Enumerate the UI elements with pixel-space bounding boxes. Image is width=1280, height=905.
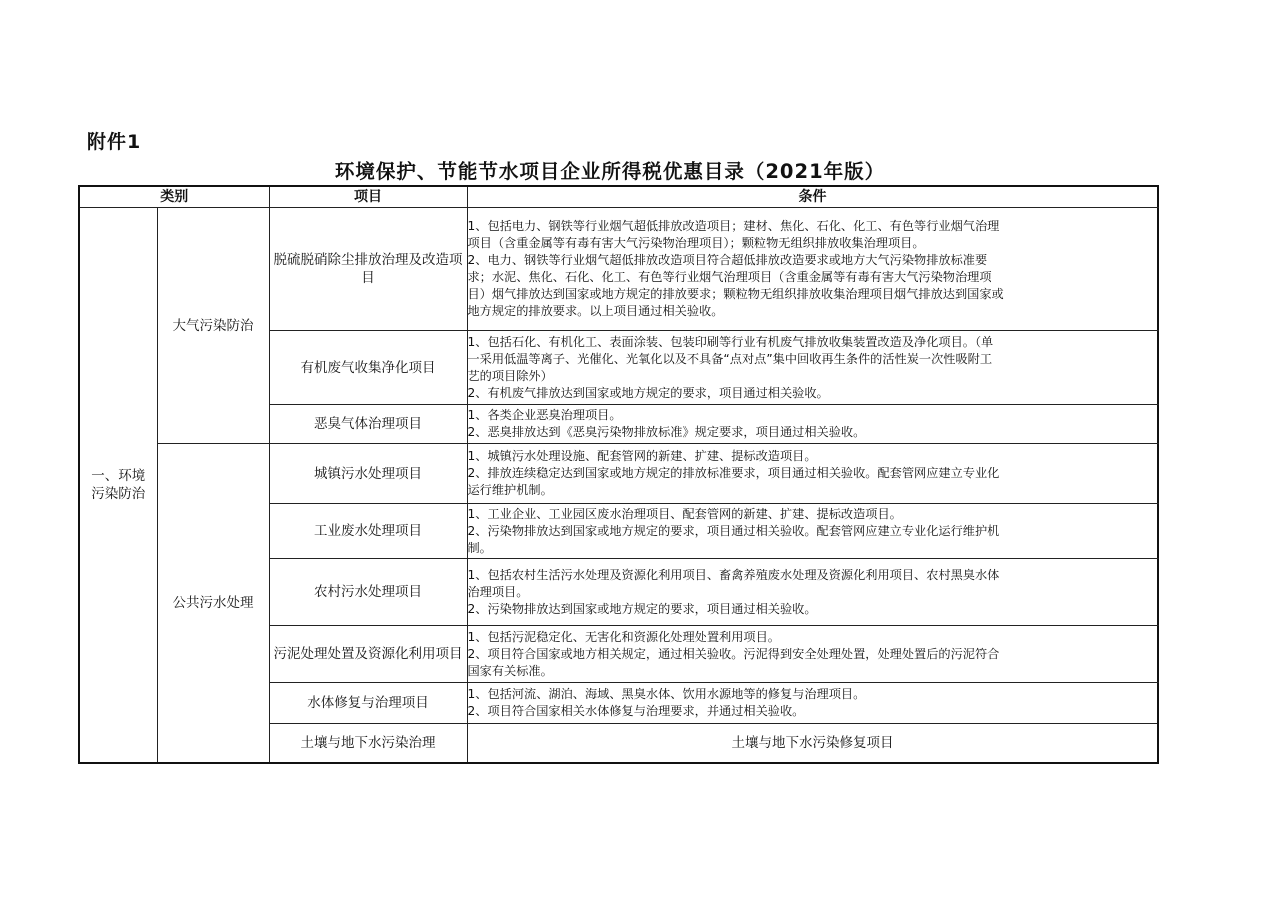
item-name: 污泥处理处置及资源化利用项目 (269, 626, 467, 683)
condition-cell (467, 626, 1158, 683)
condition-cell (467, 504, 1158, 559)
item-name: 恶臭气体治理项目 (269, 405, 467, 444)
header-row (79, 186, 1158, 208)
condition-line: 艺的项目除外） (467, 368, 553, 383)
condition-line: 2、排放连续稳定达到国家或地方规定的排放标准要求，项目通过相关验收。配套管网应建立专业化 (467, 466, 1000, 480)
category-level2: 土壤与地下水污染治理 (269, 724, 467, 763)
item-name: 有机废气收集净化项目 (269, 331, 467, 405)
condition-line: 求；水泥、焦化、石化、化工、有色等行业烟气治理项目（含重金属等有毒有害大气污染物治理项 (467, 270, 992, 284)
condition-line: 1、包括污泥稳定化、无害化和资源化处理处置利用项目。 (467, 629, 780, 644)
condition-line: 1、工业企业、工业园区废水治理项目、配套管网的新建、扩建、提标改造项目。 (467, 506, 902, 521)
category-level1: 一、环境污染防治 (79, 208, 157, 763)
condition-line: 1、包括电力、钢铁等行业烟气超低排放改造项目；建材、焦化、石化、化工、有色等行业烟气治理 (467, 219, 1000, 233)
item-name: 城镇污水处理项目 (269, 444, 467, 504)
condition-cell (467, 208, 1158, 331)
condition-line: 2、有机废气排放达到国家或地方规定的要求，项目通过相关验收。 (467, 385, 829, 400)
condition-line: 2、污染物排放达到国家或地方规定的要求，项目通过相关验收。 (467, 601, 817, 616)
condition-line: 目）烟气排放达到国家或地方规定的排放要求；颗粒物无组织排放收集治理项目烟气排放达到国家或 (467, 287, 1004, 301)
condition-line: 运行维护机制。 (467, 483, 553, 497)
item-name: 脱硫脱硝除尘排放治理及改造项目 (269, 208, 467, 331)
condition-line: 1、包括河流、湖泊、海域、黑臭水体、饮用水源地等的修复与治理项目。 (467, 687, 866, 701)
category-level2: 大气污染防治 (157, 208, 269, 444)
item-name: 工业废水处理项目 (269, 504, 467, 559)
condition-line: 一采用低温等离子、光催化、光氧化以及不具备“点对点”集中回收再生条件的活性炭一次性吸附工 (467, 351, 993, 366)
condition-line: 1、包括石化、有机化工、表面涂装、包装印刷等行业有机废气排放收集装置改造及净化项目。（单 (467, 334, 994, 349)
condition-line: 地方规定的排放要求。以上项目通过相关验收。 (467, 304, 724, 318)
condition-line: 1、包括农村生活污水处理及资源化利用项目、畜禽养殖废水处理及资源化利用项目、农村黑臭水体 (467, 567, 1000, 582)
condition-line: 2、项目符合国家或地方相关规定，通过相关验收。污泥得到安全处理处置，处理处置后的污泥符合 (467, 646, 1000, 661)
condition-line: 制。 (467, 540, 492, 555)
condition-cell (467, 683, 1158, 724)
condition-line: 1、各类企业恶臭治理项目。 (467, 408, 622, 422)
condition-cell (467, 405, 1158, 444)
condition-cell (467, 331, 1158, 405)
header-item: 项目 (269, 186, 467, 208)
item-name: 土壤与地下水污染修复项目 (467, 724, 1158, 763)
category-level2: 公共污水处理 (157, 444, 269, 763)
condition-cell (467, 559, 1158, 626)
item-name: 水体修复与治理项目 (269, 683, 467, 724)
condition-line: 2、污染物排放达到国家或地方规定的要求，项目通过相关验收。配套管网应建立专业化运行维护机 (467, 523, 1000, 538)
condition-line: 治理项目。 (467, 584, 529, 599)
catalog-table (78, 185, 1159, 764)
table-row (79, 208, 1158, 331)
item-name: 农村污水处理项目 (269, 559, 467, 626)
condition-line: 2、电力、钢铁等行业烟气超低排放改造项目符合超低排放改造要求或地方大气污染物排放标准要 (467, 253, 988, 267)
condition-cell (467, 444, 1158, 504)
attachment-label: 附件1 (87, 131, 142, 153)
condition-line: 1、城镇污水处理设施、配套管网的新建、扩建、提标改造项目。 (467, 449, 817, 463)
header-condition: 条件 (467, 186, 1158, 208)
header-category: 类别 (79, 186, 269, 208)
table-row (79, 444, 1158, 504)
condition-line: 国家有关标准。 (467, 663, 553, 678)
condition-line: 项目（含重金属等有毒有害大气污染物治理项目）；颗粒物无组织排放收集治理项目。 (467, 236, 925, 250)
document-title: 环境保护、节能节水项目企业所得税优惠目录（2021年版） (334, 160, 886, 183)
condition-line: 2、恶臭排放达到《恶臭污染物排放标准》规定要求，项目通过相关验收。 (467, 425, 866, 439)
condition-line: 2、项目符合国家相关水体修复与治理要求，并通过相关验收。 (467, 704, 805, 718)
